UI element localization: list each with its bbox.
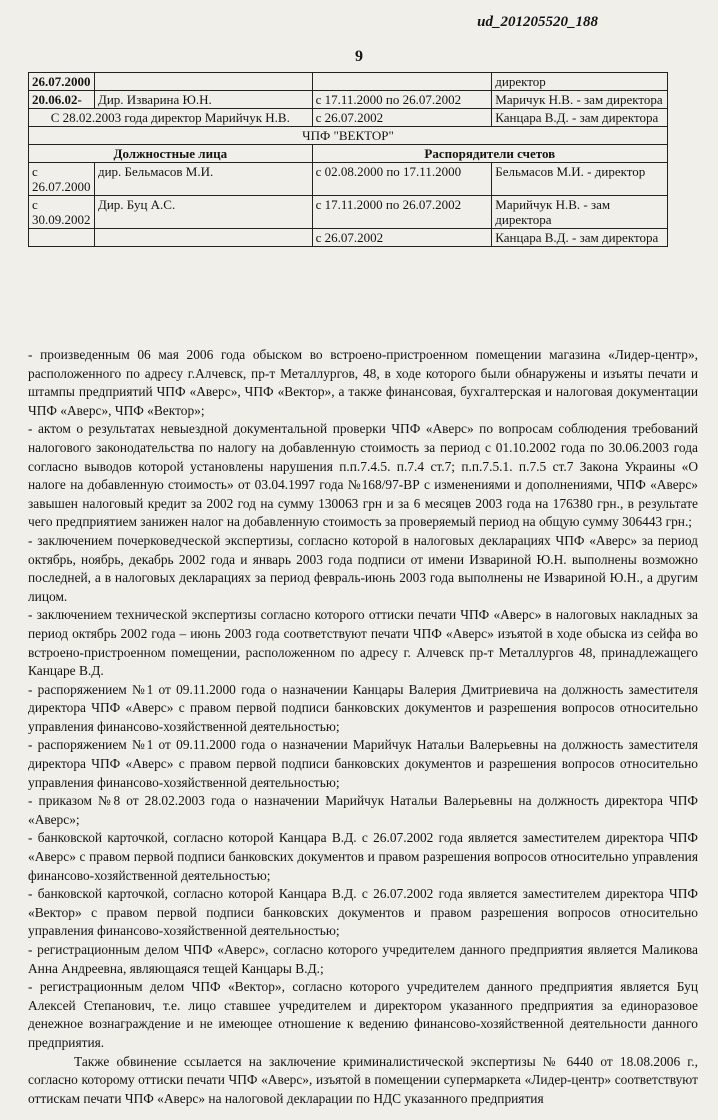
section-title: ЧПФ "ВЕКТОР" (29, 127, 668, 145)
table-cell (312, 73, 492, 91)
table-cell (94, 73, 312, 91)
paragraph: - заключением почерковедческой экспертизы, согласно которой в налоговых декларациях ЧПФ «Аверс» за период октябрь, ноябрь, декабрь 2002 года и январь 2003 года подписи от имени Извариной Ю.Н. выполнены возможно последней, а в налоговых декларациях за период февраль-июнь 2003 года выполнены не Извариной Ю.Н., а другим лицом. (28, 532, 698, 604)
table-cell: Канцара В.Д. - зам директора (492, 229, 668, 247)
body-text (28, 346, 698, 1108)
table-row (29, 109, 668, 127)
table-cell: 26.07.2000 (29, 73, 95, 91)
table-cell (94, 229, 312, 247)
header-officials: Должностные лица (29, 145, 313, 163)
document-id: ud_201205520_188 (477, 14, 598, 30)
paragraph: - приказом №8 от 28.02.2003 года о назначении Марийчук Натальи Валерьевны на должность директора ЧПФ «Аверс»; (28, 793, 698, 827)
paragraph: - распоряжением №1 от 09.11.2000 года о назначении Канцары Валерия Дмитриевича на должность заместителя директора ЧПФ «Аверс» с правом первой подписи банковских документов и разрешения вопросов относительно управления финансово-хозяйственной деятельностью; (28, 681, 698, 734)
table-row (29, 229, 668, 247)
table-cell: с 17.11.2000 по 26.07.2002 (312, 91, 492, 109)
paragraph: - актом о результатах невыездной документальной проверки ЧПФ «Аверс» по вопросам соблюдения требований налогового законодательства по налогу на добавленную стоимость за период с 01.10.2002 года по 30.06.2003 года согласно выводов которой установлены нарушения п.п.7.4.5. п.7.4 ст.7; п.п.7.5.1. п.7.5 ст.7 Закона Украины «О налоге на добавленную стоимость» от 03.04.1997 года №168/97-ВР с изменениями и дополнениями, ЧПФ «Аверс» завышен налоговый кредит за 2002 год на сумму 130063 грн и за 6 месяцев 2003 года на 176380 грн., в результате чего предприятием занижен налог на добавленную стоимость за проверяемый период на общую сумму 306443 грн.; (28, 421, 698, 530)
paragraph: - произведенным 06 мая 2006 года обыском во встроено-пристроенном помещении магазина «Лидер-центр», расположенного по адресу г.Алчевск, пр-т Металлургов, 48, в ходе которого были обнаружены и изъяты печати и штампы предприятий ЧПФ «Аверс», ЧПФ «Вектор», а также финансовая, бухгалтерская и налоговая документации ЧПФ «Аверс», ЧПФ «Вектор»; (28, 347, 698, 418)
paragraph: - заключением технической экспертизы согласно которого оттиски печати ЧПФ «Аверс» в налоговых накладных за период октябрь 2002 года – июнь 2003 года соответствуют печати ЧПФ «Аверс» изъятой в ходе обыска из сейфа во встроено-пристроенном помещении, расположенном по адресу г. Алчевск пр-т Металлургов 48, принадлежащего Канцаре В.Д. (28, 607, 698, 679)
table-cell: Дир. Буц А.С. (94, 196, 312, 229)
table-row (29, 91, 668, 109)
paragraph: - банковской карточкой, согласно которой Канцара В.Д. с 26.07.2002 года является заместителем директора ЧПФ «Аверс» с правом первой подписи банковских документов и правом разрешения вопросов относительно управления финансово-хозяйственной деятельностью; (28, 830, 698, 883)
paragraph: - регистрационным делом ЧПФ «Вектор», согласно которого учредителем данного предприятия является Буц Алексей Степанович, т.е. лицо ставшее учредителем и директором указанного предприятия за единоразовое денежное вознаграждение и не имеющее отношение к ведению финансово-хозяйственной деятельности данного предприятия. (28, 979, 698, 1050)
table-row (29, 196, 668, 229)
page-number: 9 (355, 48, 363, 65)
table-row (29, 73, 668, 91)
table-cell: Дир. Изварина Ю.Н. (94, 91, 312, 109)
table-section-row (29, 127, 668, 145)
table-cell: 20.06.02- (29, 91, 95, 109)
table-cell: Канцара В.Д. - зам директора (492, 109, 668, 127)
table-cell: Бельмасов М.И. - директор (492, 163, 668, 196)
table-cell (29, 229, 95, 247)
header-managers: Распорядители счетов (312, 145, 667, 163)
paragraph: - распоряжением №1 от 09.11.2000 года о назначении Марийчук Натальи Валерьевны на должность заместителя директора ЧПФ «Аверс» с правом первой подписи банковских документов и разрешения вопросов относительно управления финансово-хозяйственной деятельностью; (28, 737, 698, 790)
table-cell: дир. Бельмасов М.И. (94, 163, 312, 196)
paragraph: - регистрационным делом ЧПФ «Аверс», согласно которого учредителем данного предприятия является Маликова Анна Андреевна, являющаяся тещей Канцары В.Д.; (28, 942, 698, 976)
table-cell: с 26.07.2002 (312, 229, 492, 247)
signatories-table (28, 72, 668, 247)
paragraph: Также обвинение ссылается на заключение криминалистической экспертизы № 6440 от 18.08.2006 г., согласно которому оттиски печати ЧПФ «Аверс», изъятой в помещении супермаркета «Лидер-центр» соответствуют оттискам печати ЧПФ «Аверс» на налоговой декларации по НДС указанного предприятия (28, 1053, 698, 1106)
table-cell: с 30.09.2002 (29, 196, 95, 229)
table-cell: с 26.07.2000 (29, 163, 95, 196)
table-cell: с 26.07.2002 (312, 109, 492, 127)
table-cell: директор (492, 73, 668, 91)
table-cell: С 28.02.2003 года директор Марийчук Н.В. (29, 109, 313, 127)
paragraph: - банковской карточкой, согласно которой Канцара В.Д. с 26.07.2002 года является заместителем директора ЧПФ «Вектор» с правом первой подписи банковских документов и правом разрешения вопросов относительно управления финансово-хозяйственной деятельностью; (28, 886, 698, 939)
table-row (29, 163, 668, 196)
table-cell: с 02.08.2000 по 17.11.2000 (312, 163, 492, 196)
table-cell: с 17.11.2000 по 26.07.2002 (312, 196, 492, 229)
table-cell: Маричук Н.В. - зам директора (492, 91, 668, 109)
table-header-row (29, 145, 668, 163)
table-cell: Марийчук Н.В. - зам директора (492, 196, 668, 229)
